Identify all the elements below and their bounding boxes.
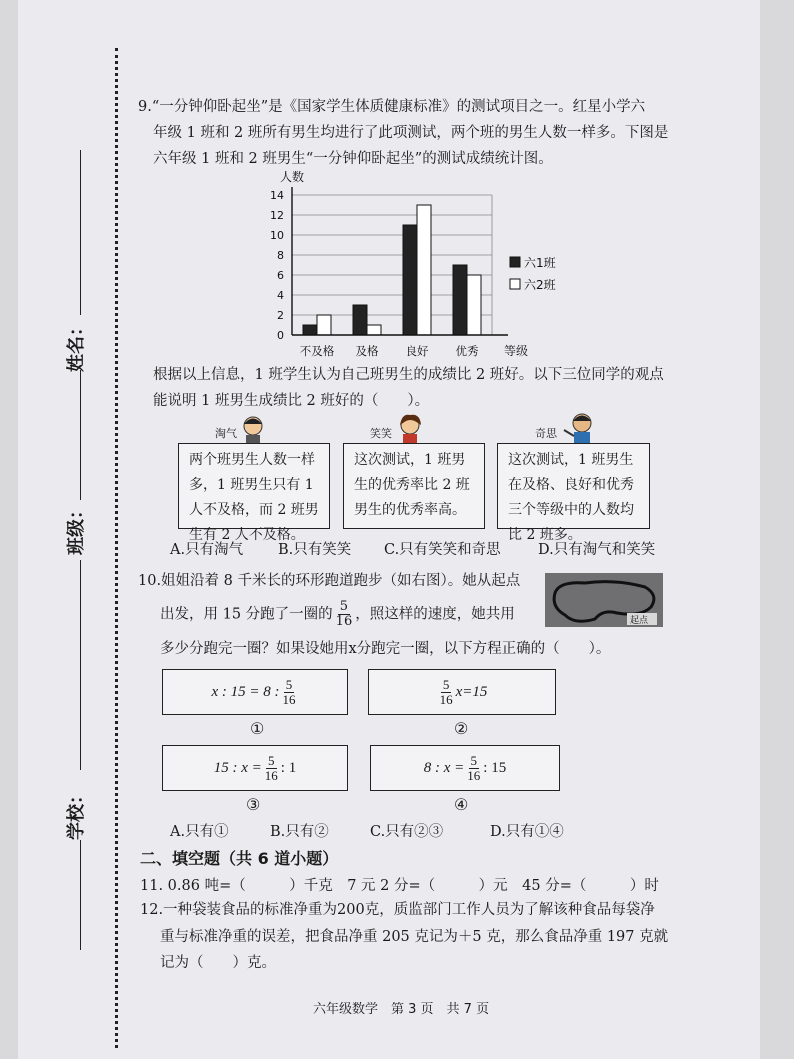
category-label: 良好	[405, 344, 429, 358]
fraction-denominator: 16	[264, 767, 278, 783]
speaker-qisi-name: 奇思	[535, 427, 557, 440]
speaker-xiaoxiao-name: 笑笑	[370, 427, 392, 440]
qisi-text-line: 这次测试，1 班男生	[508, 452, 634, 468]
q9-option-b[interactable]: B.只有笑笑	[278, 542, 352, 558]
q9-after2: 能说明 1 班男生成绩比 2 班好的（ ）。	[153, 393, 430, 409]
y-tick-label: 4	[277, 289, 284, 302]
taoqi-avatar-icon	[240, 415, 266, 445]
q10-line2-end: ，照这样的速度，她共用	[355, 606, 515, 623]
xiaoxiao-text-line: 男生的优秀率高。	[354, 502, 466, 518]
fraction-denominator: 16	[282, 691, 296, 707]
name-blank-line	[80, 150, 81, 315]
qisi-text-line: 在及格、良好和优秀	[508, 477, 634, 493]
y-tick-label: 12	[270, 209, 284, 222]
map-start-label: 起点	[630, 616, 649, 626]
speaker-qisi-box	[497, 443, 650, 543]
xiaoxiao-avatar-icon	[396, 413, 426, 445]
q10-option-d[interactable]: D.只有①④	[490, 824, 564, 840]
q10-line1: 10.姐姐沿着 8 千米长的环形跑道跑步（如右图）。她从起点	[138, 573, 521, 589]
bar-2	[317, 315, 331, 335]
y-tick-label: 6	[277, 269, 284, 282]
equation-box-2	[368, 669, 556, 715]
x-axis-label: 等级	[504, 344, 529, 358]
q9-line2: 年级 1 班和 2 班所有男生均进行了此项测试，两个班的男生人数一样多。下图是	[153, 125, 669, 141]
equation-box-3	[162, 745, 348, 791]
fraction-numerator: 5	[285, 676, 293, 692]
binding-dotted-line	[115, 48, 118, 1048]
legend-label: 六1班	[524, 256, 556, 270]
equation-3-fraction	[265, 754, 278, 783]
fraction-numerator: 5	[442, 676, 450, 692]
q9-option-a[interactable]: A.只有淘气	[170, 542, 244, 558]
taoqi-text-line: 两个班男生人数一样	[189, 452, 315, 468]
school-blank-line	[80, 840, 81, 950]
bar-1	[353, 305, 367, 335]
fraction-denominator: 16	[335, 614, 353, 629]
xiaoxiao-text-line: 生的优秀率比 2 班	[354, 477, 470, 493]
bar-1	[453, 265, 467, 335]
equation-1-fraction	[283, 678, 296, 707]
equation-3-mark: ③	[246, 795, 261, 814]
chart-bars	[303, 205, 481, 335]
speaker-taoqi-box	[178, 443, 330, 543]
school-label: 学校：	[66, 786, 87, 840]
equation-box-4	[370, 745, 560, 791]
qisi-text-line: 三个等级中的人数均	[508, 502, 634, 518]
q10-line2	[160, 600, 515, 629]
fraction-denominator: 16	[467, 767, 481, 783]
q10-option-c[interactable]: C.只有②③	[370, 824, 444, 840]
equation-2-right: x=15	[455, 683, 488, 700]
y-axis-label: 人数	[280, 170, 305, 184]
qisi-avatar-icon	[562, 410, 596, 446]
q9-option-c[interactable]: C.只有笑笑和奇思	[384, 542, 501, 558]
legend-swatch	[510, 257, 520, 267]
equation-3-right: : 1	[280, 759, 297, 776]
class-blank-line	[80, 370, 81, 500]
q10-line3: 多少分跑完一圈？如果设她用x分跑完一圈，以下方程正确的（ ）。	[160, 641, 611, 657]
q10-line2-start: 出发，用 15 分跑了一圈的	[160, 606, 333, 623]
legend-swatch	[510, 279, 520, 289]
category-label: 及格	[355, 344, 379, 358]
q11-text: 11. 0.86 吨=（ ）千克 7 元 2 分=（ ）元 45 分=（ ）时	[140, 878, 659, 894]
name-label: 姓名：	[66, 318, 87, 372]
bar-2	[367, 325, 381, 335]
legend-label: 六2班	[524, 278, 556, 292]
y-tick-label: 2	[277, 309, 284, 322]
fraction-numerator: 5	[470, 752, 478, 768]
category-label: 不及格	[299, 344, 335, 358]
taoqi-text-line: 人不及格，而 2 班男	[189, 502, 319, 518]
bar-1	[403, 225, 417, 335]
q12-line1: 12.一种袋装食品的标准净重为200克，质监部门工作人员为了解该种食品每袋净	[140, 902, 655, 918]
q10-fraction	[336, 600, 353, 629]
y-tick-label: 14	[270, 189, 284, 202]
bar-chart	[260, 165, 560, 360]
class-blank-line-2	[80, 560, 81, 770]
speaker-xiaoxiao-box	[343, 443, 485, 529]
page-footer: 六年级数学 第 3 页 共 7 页	[313, 1002, 490, 1017]
equation-4-left: 8 : x =	[423, 759, 465, 776]
equation-4-mark: ④	[454, 795, 469, 814]
qisi-text-line: 比 2 班多。	[508, 527, 582, 543]
equation-3-left: 15 : x =	[213, 759, 262, 776]
q9-after1: 根据以上信息，1 班学生认为自己班男生的成绩比 2 班好。以下三位同学的观点	[153, 367, 664, 383]
equation-2-mark: ②	[454, 719, 469, 738]
equation-2-fraction	[440, 678, 453, 707]
category-label: 优秀	[455, 344, 479, 358]
fraction-numerator: 5	[339, 599, 349, 614]
q9-option-d[interactable]: D.只有淘气和笑笑	[538, 542, 656, 558]
fraction-numerator: 5	[268, 752, 275, 768]
fraction-denominator: 16	[439, 691, 453, 707]
q9-line3: 六年级 1 班和 2 班男生“一分钟仰卧起坐”的测试成绩统计图。	[153, 151, 553, 167]
y-tick-label: 0	[277, 329, 284, 342]
xiaoxiao-text-line: 这次测试，1 班男	[354, 452, 466, 468]
taoqi-text-line: 生有 2 人不及格。	[189, 527, 305, 543]
class-label: 班级：	[66, 501, 87, 555]
equation-4-fraction	[467, 754, 480, 783]
section-fill-in-title: 二、填空题（共 6 道小题）	[140, 849, 339, 868]
track-map-image	[545, 573, 663, 627]
bar-1	[303, 325, 317, 335]
y-tick-label: 10	[270, 229, 284, 242]
q12-line2: 重与标准净重的误差，把食品净重 205 克记为＋5 克，那么食品净重 197 克就	[160, 929, 669, 945]
bar-2	[417, 205, 431, 335]
q10-option-a[interactable]: A.只有①	[170, 824, 229, 840]
q10-option-b[interactable]: B.只有②	[270, 824, 329, 840]
y-tick-label: 8	[277, 249, 284, 262]
equation-4-right: : 15	[483, 759, 507, 776]
equation-1-left: x : 15 = 8 :	[211, 683, 280, 700]
taoqi-text-line: 多，1 班男生只有 1	[189, 477, 314, 493]
equation-1-mark: ①	[250, 719, 265, 738]
bar-2	[467, 275, 481, 335]
speaker-taoqi-name: 淘气	[215, 427, 237, 440]
equation-box-1	[162, 669, 348, 715]
q12-line3: 记为（ ）克。	[160, 955, 276, 971]
q9-line1: 9.“一分钟仰卧起坐”是《国家学生体质健康标准》的测试项目之一。红星小学六	[138, 99, 646, 115]
